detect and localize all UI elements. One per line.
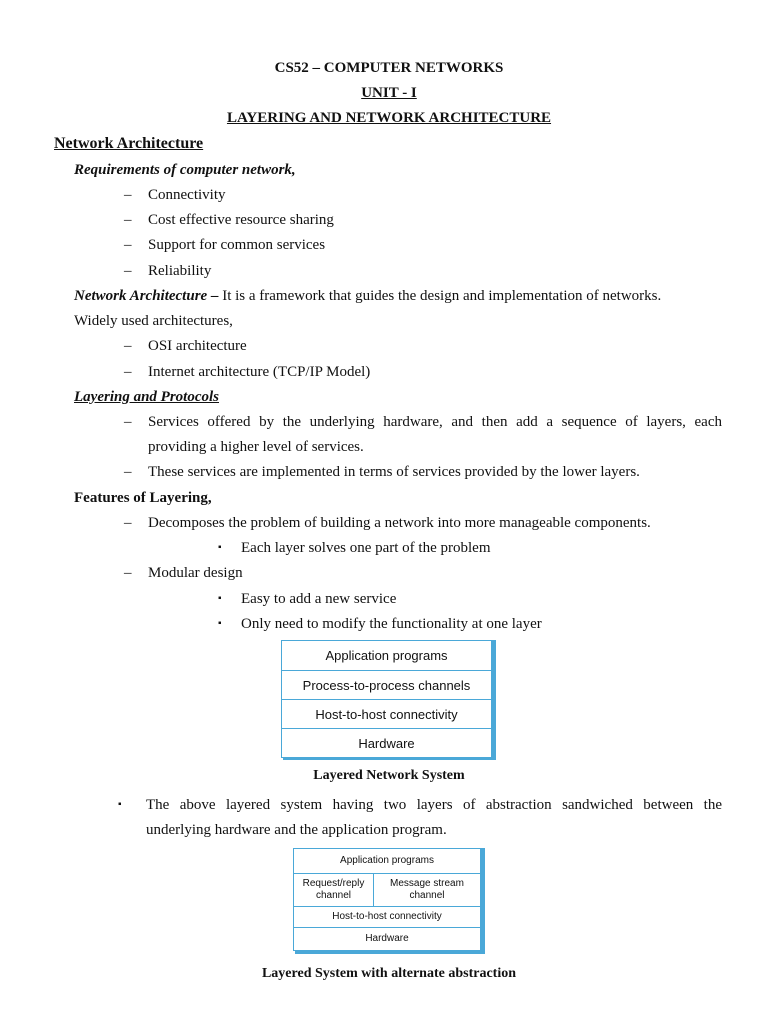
sub-list-item-text: Each layer solves one part of the problem — [241, 540, 491, 556]
diagram-caption: Layered Network System — [313, 768, 465, 783]
dash-marker: – — [124, 565, 132, 581]
bullet-marker: ▪ — [218, 542, 222, 553]
note-line: underlying hardware and the application program. — [146, 822, 447, 838]
diagram-layer-host: Host-to-host connectivity — [294, 907, 480, 928]
list-item-text: OSI architecture — [148, 338, 247, 354]
diagram-layer-host: Host-to-host connectivity — [282, 700, 491, 729]
diagram-shadow — [492, 640, 496, 760]
list-item-text: Decomposes the problem of building a network into more manageable components. — [148, 515, 651, 531]
diagram-request-reply-channel — [294, 874, 374, 906]
channel-label: channel — [409, 890, 445, 901]
diagram-layer-hardware: Hardware — [358, 735, 415, 751]
diagram-layer-application: Application programs — [294, 849, 480, 874]
definition-text: It is a framework that guides the design and implementation of networks. — [218, 288, 662, 304]
bullet-marker: ▪ — [218, 618, 222, 629]
list-item-text: These services are implemented in terms of services provided by the lower layers. — [148, 464, 640, 480]
diagram-layer-process: Process-to-process channels — [282, 671, 491, 700]
dash-marker: – — [124, 187, 132, 203]
list-item-text: Internet architecture (TCP/IP Model) — [148, 364, 371, 380]
requirements-heading: Requirements of computer network, — [74, 162, 296, 178]
sub-list-item-text: Easy to add a new service — [241, 591, 397, 607]
diagram-message-stream-channel — [374, 874, 480, 906]
definition-term: Network Architecture – — [74, 288, 219, 304]
diagram-layer-hardware: Hardware — [365, 933, 409, 944]
diagram-shadow — [481, 848, 485, 953]
dash-marker: – — [124, 414, 132, 430]
section-heading: Network Architecture — [54, 135, 204, 152]
dash-marker: – — [124, 237, 132, 253]
dash-marker: – — [124, 464, 132, 480]
list-item-continuation: providing a higher level of services. — [148, 439, 364, 455]
course-title: CS52 – COMPUTER NETWORKS — [274, 60, 504, 76]
diagram-channel-row — [294, 874, 480, 907]
architectures-heading: Widely used architectures, — [74, 313, 233, 329]
list-item-text: Services offered by the underlying hardware, and then add a sequence of layers, each — [148, 414, 722, 430]
bullet-marker: ▪ — [218, 593, 222, 604]
channel-label: Request/reply — [302, 878, 365, 889]
unit-title: UNIT - I — [361, 85, 417, 101]
list-item-text: Connectivity — [148, 187, 226, 203]
dash-marker: – — [124, 364, 132, 380]
diagram-caption: Layered System with alternate abstraction — [261, 966, 517, 981]
diagram-shadow — [295, 951, 485, 954]
sub-list-item-text: Only need to modify the functionality at one layer — [241, 616, 542, 632]
note-line: The above layered system having two layers of abstraction sandwiched between the — [146, 797, 722, 813]
diagram-shadow — [283, 757, 496, 760]
dash-marker: – — [124, 263, 132, 279]
dash-marker: – — [124, 338, 132, 354]
list-item-text: Modular design — [148, 565, 243, 581]
layered-network-diagram — [281, 640, 492, 758]
definition-paragraph — [74, 287, 661, 305]
document-title: LAYERING AND NETWORK ARCHITECTURE — [226, 110, 552, 126]
list-item-text: Cost effective resource sharing — [148, 212, 334, 228]
dash-marker: – — [124, 212, 132, 228]
dash-marker: – — [124, 515, 132, 531]
channel-label: Message stream — [390, 878, 464, 889]
list-item-text: Reliability — [148, 263, 212, 279]
channel-label: channel — [315, 890, 352, 901]
bullet-marker: ▪ — [118, 799, 122, 810]
alternate-abstraction-diagram — [293, 848, 481, 951]
list-item-text: Support for common services — [148, 237, 326, 253]
layering-heading: Layering and Protocols — [74, 389, 219, 405]
diagram-layer-application: Application programs — [282, 641, 491, 671]
features-heading: Features of Layering, — [74, 490, 212, 506]
